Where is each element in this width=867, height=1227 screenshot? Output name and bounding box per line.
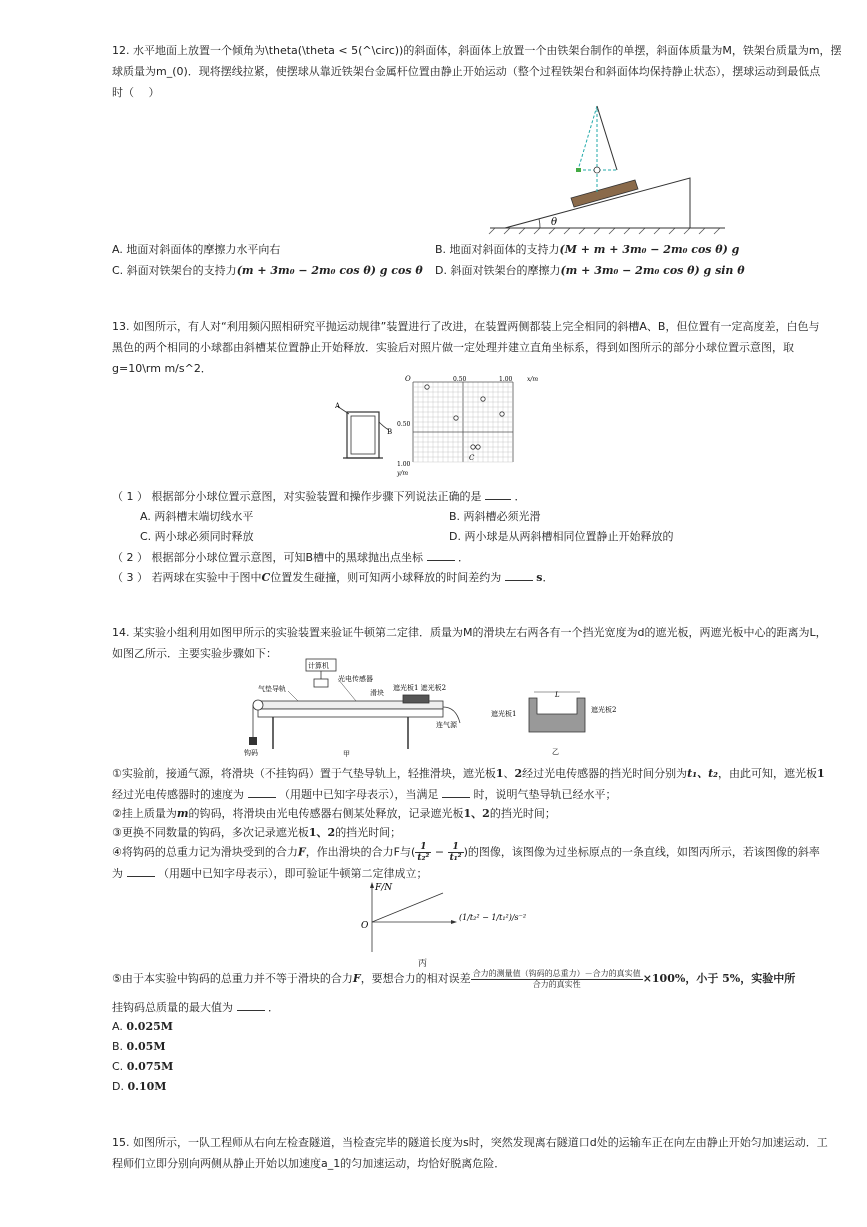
q14-step4-line2: 为 （用题中已知字母表示），即可验证牛顿第二定律成立； <box>112 867 428 880</box>
q13-grid-x2: 1.00 <box>499 376 513 383</box>
q14-graph-F: F/N <box>375 883 393 893</box>
q13-ball <box>476 445 480 449</box>
q13-ball <box>471 445 475 449</box>
q14-step5-blank[interactable] <box>237 1000 265 1011</box>
q15-stem-line1: 15. 如图所示，一队工程师从右向左检查隧道，当检查完毕的隧道长度为s时，突然发现离右隧道口d处的运输车正在向左由静止开始匀加速运动．工 <box>112 1136 828 1149</box>
q14-fig-jia: 甲 <box>343 750 350 757</box>
q14-step5-line1: ⑤由于本实验中钩码的总重力并不等于滑块的合力F，要想合力的相对误差 $\frac{\text{合力的测量值（钩码的总重力）－合力的真实值}}{\text{合力的真实性}}$ ×100%，小于 5%，实验中所 <box>112 968 796 989</box>
q13-grid-c-label: C <box>469 454 475 462</box>
q13-sub3: （ 3 ） 若两球在实验中于图中C位置发生碰撞，则可知两小球释放的时间差约为 s． <box>112 571 554 584</box>
q12-option-b: B. 地面对斜面体的支持力(M + m + 3m₀ − 2m₀ cos θ) g <box>435 243 740 256</box>
q13-sub2-blank[interactable] <box>427 550 455 561</box>
q13-ball <box>425 385 429 389</box>
q14-step1-line2: 经过光电传感器时的速度为 （用题中已知字母表示），当满足 时，说明气垫导轨已经水平； <box>112 788 617 801</box>
q13-sub3-blank[interactable] <box>505 570 533 581</box>
q13-ball <box>481 397 485 401</box>
q14-fig-L: L <box>555 691 560 699</box>
q14-step1-blank-condition[interactable] <box>442 787 470 798</box>
q14-step1-blank-speed[interactable] <box>248 787 276 798</box>
q13-label-b: B <box>387 428 393 436</box>
q14-graph-x-label: (1/t₂² − 1/t₁²)/s⁻² <box>459 913 527 922</box>
q14-step4-line1: ④将钩码的总重力记为滑块受到的合力F，作出滑块的合力F与( $\frac{1}{\text{t₂²}}$ − $\frac{1}{\text{t₁²}}$ )的图像，该图像为过坐标原点的一条直线，如图丙所示，若该图像的斜率 <box>112 842 820 863</box>
q12-option-d: D. 斜面对铁架台的摩擦力(m + 3m₀ − 2m₀ cos θ) g sin θ <box>435 264 745 277</box>
q14-stem-line2: 如图乙所示．主要实验步骤如下： <box>112 647 277 660</box>
q13-grid-x1: 0.50 <box>453 376 467 383</box>
q14-step3: ③更换不同数量的钩码，多次记录遮光板1、2的挡光时间； <box>112 826 402 839</box>
q13-ball <box>454 416 458 420</box>
q14-step5-line2: 挂钩码总质量的最大值为 ． <box>112 1001 279 1014</box>
q13-stem-line2: 黑色的两个相同的小球都由斜槽某位置静止开始释放．实验后对照片做一定处理并建立直角坐标系，得到如图所示的部分小球位置示意图，取 <box>112 341 794 354</box>
q13-sub1-blank[interactable] <box>485 489 511 500</box>
q13-grid-yunit: y/m <box>397 470 409 477</box>
q13-apparatus-figure <box>335 400 395 470</box>
q14-slider-figure <box>485 688 635 758</box>
q13-grid-y1: 0.50 <box>397 421 411 428</box>
q14-step4-blank[interactable] <box>127 866 155 877</box>
q12-stem-line2: 球质量为m_(0)．现将摆线拉紧，使摆球从靠近铁架台金属杆位置由静止开始运动（整个过程铁架台和斜面体均保持静止状态），摆球运动到最低点 <box>112 65 821 78</box>
q14-fig-weight: 钩码 <box>244 749 258 757</box>
q13-option-a: A. 两斜槽末端切线水平 <box>140 510 254 523</box>
q12-option-c: C. 斜面对铁架台的支持力(m + 3m₀ − 2m₀ cos θ) g cos θ <box>112 264 423 277</box>
q12-stem-line1: 12. 水平地面上放置一个倾角为\theta(\theta < 5(^\circ))的斜面体，斜面体上放置一个由铁架台制作的单摆，斜面体质量为M，铁架台质量为m，摆 <box>112 44 842 57</box>
q14-graph-bing: 丙 <box>418 959 428 969</box>
q14-option-b: B. 0.05M <box>112 1040 166 1053</box>
q13-stem-line3: g=10\rm m/s^2． <box>112 362 212 375</box>
q13-ball <box>500 412 504 416</box>
q13-sub1: （ 1 ） 根据部分小球位置示意图，对实验装置和操作步骤下列说法正确的是 ． <box>112 490 526 503</box>
q14-fig-air: 连气源 <box>436 721 457 729</box>
q14-stem-line1: 14. 某实验小组利用如图甲所示的实验装置来验证牛顿第二定律．质量为M的滑块左右两各有一个挡光宽度为d的遮光板，两遮光板中心的距离为L， <box>112 626 827 639</box>
q13-option-b: B. 两斜槽必须光滑 <box>449 510 541 523</box>
q13-grid-xunit: x/m <box>527 376 539 383</box>
q13-grid-origin: O <box>405 375 411 383</box>
q14-fig-p1: 遮光板1 <box>491 710 517 718</box>
q14-fig-yi: 乙 <box>552 748 559 756</box>
q14-fig-computer: 计算机 <box>308 662 329 670</box>
q13-grid-y2: 1.00 <box>397 461 411 468</box>
q13-option-c: C. 两小球必须同时释放 <box>140 530 254 543</box>
q14-force-graph <box>355 880 530 960</box>
q12-stem-line3: 时（ ） <box>112 86 160 99</box>
q14-fig-p2: 遮光板2 <box>591 706 617 714</box>
q13-sub2: （ 2 ） 根据部分小球位置示意图，可知B槽中的黑球抛出点坐标 ． <box>112 551 470 564</box>
q14-step2: ②挂上质量为m的钩码，将滑块由光电传感器右侧某处释放，记录遮光板1、2的挡光时间； <box>112 807 556 820</box>
q14-fig-track: 气垫导轨 <box>258 685 286 693</box>
q13-label-a: A <box>335 402 341 410</box>
q15-stem-line2: 程师们立即分别向两侧从静止开始以加速度a_1的匀加速运动，均恰好脱离危险． <box>112 1157 506 1170</box>
q14-option-d: D. 0.10M <box>112 1080 167 1093</box>
q14-airtrack-figure <box>238 657 463 757</box>
q14-option-a: A. 0.025M <box>112 1020 173 1033</box>
q14-fig-sensor: 光电传感器 <box>338 675 373 683</box>
q14-graph-O: O <box>361 921 369 931</box>
q14-option-c: C. 0.075M <box>112 1060 174 1073</box>
q14-step1-line1: ①实验前，接通气源，将滑块（不挂钩码）置于气垫导轨上，轻推滑块，遮光板1、2经过光电传感器的挡光时间分别为t₁、t₂，由此可知，遮光板1 <box>112 767 825 780</box>
q13-stem-line1: 13. 如图所示，有人对“利用频闪照相研究平抛运动规律”装置进行了改进，在装置两侧都装上完全相同的斜槽A、B，但位置有一定高度差，白色与 <box>112 320 820 333</box>
q13-position-grid <box>395 372 555 477</box>
q14-fig-plate: 遮光板1 遮光板2 <box>393 684 447 692</box>
q12-option-a: A. 地面对斜面体的摩擦力水平向右 <box>112 243 281 256</box>
q13-option-d: D. 两小球是从两斜槽相同位置静止开始释放的 <box>449 530 674 543</box>
q14-fig-slider: 滑块 <box>370 689 384 697</box>
q12-incline-figure <box>485 100 730 235</box>
q12-theta-label: θ <box>551 217 558 228</box>
